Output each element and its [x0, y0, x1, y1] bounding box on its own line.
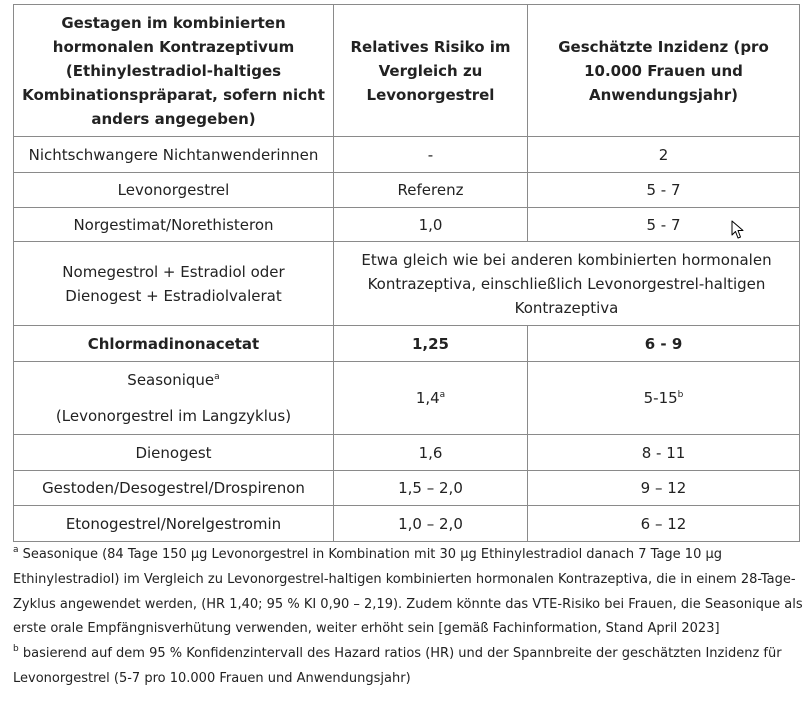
cell-gestagen: Norgestimat/Norethisteron	[14, 208, 334, 242]
footnote-b	[13, 642, 803, 692]
cell-merged-note: Etwa gleich wie bei anderen kombinierten hormonalen Kontrazeptiva, einschließlich Levonorgestrel-haltigen Kontrazeptiva	[334, 242, 800, 326]
table-row	[14, 137, 800, 173]
header-gestagen: Gestagen im kombinierten hormonalen Kontrazeptivum (Ethinylestradiol-haltiges Kombinationspräparat, sofern nicht anders angegeben)	[14, 5, 334, 137]
cell-risk	[334, 362, 528, 435]
table-row	[14, 173, 800, 208]
footnote-b-text: basierend auf dem 95 % Konfidenzintervall des Hazard ratios (HR) und der Spannbreite der geschätzten Inzidenz für Levonorgestrel (5-7 pro 10.000 Frauen und Anwendungsjahr)	[13, 646, 782, 686]
cell-incidence: 5 - 7	[528, 208, 800, 242]
cell-incidence: 8 - 11	[528, 435, 800, 471]
cell-risk: -	[334, 137, 528, 173]
vte-risk-table	[13, 4, 800, 542]
cell-gestagen: Gestoden/Desogestrel/Drospirenon	[14, 471, 334, 506]
risk-value: 1,4	[415, 389, 440, 407]
cell-gestagen: Etonogestrel/Norelgestromin	[14, 506, 334, 542]
cell-gestagen: Nomegestrol + Estradiol oder Dienogest + Estradiolvalerat	[14, 242, 334, 326]
table-row	[14, 242, 800, 326]
cell-gestagen: Nichtschwangere Nichtanwenderinnen	[14, 137, 334, 173]
cell-risk: 1,25	[334, 326, 528, 362]
table-row	[14, 506, 800, 542]
cell-risk: Referenz	[334, 173, 528, 208]
footnote-a-marker: a	[214, 372, 220, 382]
cell-incidence: 9 – 12	[528, 471, 800, 506]
footnote-a	[13, 543, 803, 642]
incidence-value: 5-15	[643, 389, 678, 407]
seasonique-label	[22, 369, 325, 391]
cell-incidence: 2	[528, 137, 800, 173]
cell-risk: 1,6	[334, 435, 528, 471]
cell-risk: 1,0 – 2,0	[334, 506, 528, 542]
cell-incidence: 6 – 12	[528, 506, 800, 542]
footnotes	[13, 543, 803, 692]
cell-gestagen	[14, 362, 334, 435]
seasonique-name: Seasonique	[127, 371, 215, 389]
cell-incidence: 6 - 9	[528, 326, 800, 362]
cell-incidence: 5 - 7	[528, 173, 800, 208]
cell-gestagen: Chlormadinonacetat	[14, 326, 334, 362]
cell-risk: 1,0	[334, 208, 528, 242]
mouse-pointer-icon	[731, 220, 745, 240]
cell-gestagen: Levonorgestrel	[14, 173, 334, 208]
table-row	[14, 435, 800, 471]
footnote-a-marker: a	[13, 545, 19, 555]
cell-risk: 1,5 – 2,0	[334, 471, 528, 506]
table-row	[14, 362, 800, 435]
table-header-row	[14, 5, 800, 137]
footnote-a-text: Seasonique (84 Tage 150 µg Levonorgestrel in Kombination mit 30 µg Ethinylestradiol danach 7 Tage 10 µg Ethinylestradiol) im Vergleich zu Levonorgestrel-haltigen kombinierten hormonalen Kontrazeptiva, die in einem 28-Tage-Zyklus angewendet werden, (HR 1,40; 95 % KI 0,90 – 2,19). Zudem könnte das VTE-Risiko bei Frauen, die Seasonique als erste orale Empfängnisverhütung verwenden, weiter erhöht sein [gemäß Fachinformation, Stand April 2023]	[13, 547, 803, 637]
cell-incidence	[528, 362, 800, 435]
table-row	[14, 326, 800, 362]
footnote-a-marker: a	[439, 390, 446, 400]
header-relative-risk: Relatives Risiko im Vergleich zu Levonorgestrel	[334, 5, 528, 137]
seasonique-subtitle: (Levonorgestrel im Langzyklus)	[55, 407, 292, 425]
footnote-b-marker: b	[13, 644, 19, 655]
table-row	[14, 208, 800, 242]
cell-gestagen: Dienogest	[14, 435, 334, 471]
table-row	[14, 471, 800, 506]
header-incidence: Geschätzte Inzidenz (pro 10.000 Frauen und Anwendungsjahr)	[528, 5, 800, 137]
footnote-b-marker: b	[677, 390, 684, 400]
